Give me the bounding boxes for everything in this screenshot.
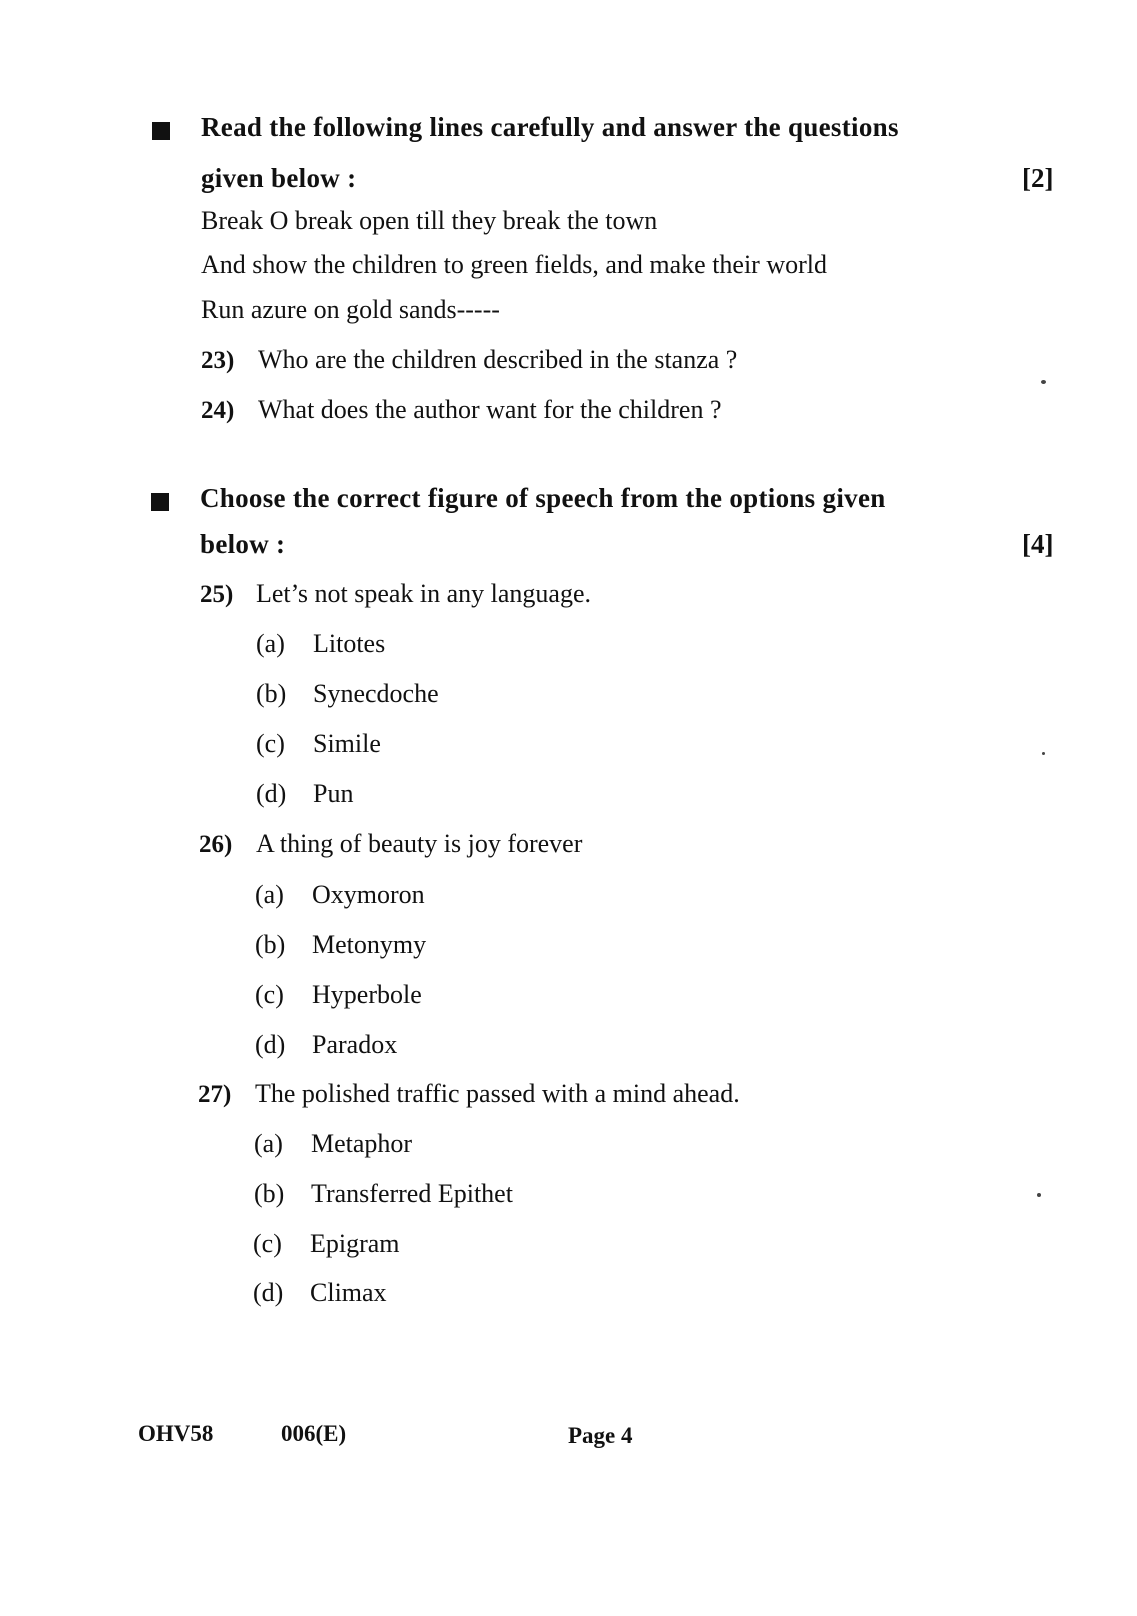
option-letter: (b) — [255, 930, 286, 959]
section1-instruction-line1: Read the following lines carefully and answer the questions — [201, 112, 899, 142]
option-text: Climax — [310, 1278, 387, 1307]
option-letter: (d) — [255, 1030, 286, 1059]
question-number: 24) — [201, 397, 235, 424]
question-number: 27) — [198, 1081, 232, 1108]
option-text: Pun — [313, 779, 354, 808]
option-text: Epigram — [310, 1229, 400, 1258]
option-letter: (a) — [255, 880, 284, 909]
option-letter: (c) — [256, 729, 285, 758]
option-text: Synecdoche — [313, 679, 439, 708]
section2-marks: [4] — [1022, 529, 1054, 559]
footer-page-number: Page 4 — [568, 1423, 633, 1448]
option-letter: (c) — [255, 980, 284, 1009]
option-text: Metonymy — [312, 930, 427, 959]
option-letter: (b) — [254, 1179, 285, 1208]
scan-speck — [1042, 752, 1045, 755]
option-text: Litotes — [313, 629, 386, 658]
option-text: Oxymoron — [312, 880, 425, 909]
stanza-line: Break O break open till they break the town — [201, 206, 658, 235]
stanza-line: Run azure on gold sands----- — [201, 295, 500, 324]
option-letter: (d) — [256, 779, 287, 808]
footer-paper: 006(E) — [281, 1421, 347, 1446]
question-number: 25) — [200, 581, 234, 608]
option-text: Simile — [313, 729, 381, 758]
footer-code: OHV58 — [138, 1421, 214, 1446]
stanza-line: And show the children to green fields, and make their world — [201, 250, 827, 279]
option-text: Transferred Epithet — [311, 1179, 513, 1208]
section-bullet-icon — [152, 122, 170, 140]
question-text: A thing of beauty is joy forever — [256, 829, 583, 858]
option-text: Hyperbole — [312, 980, 422, 1009]
question-number: 23) — [201, 347, 235, 374]
question-text: What does the author want for the children ? — [258, 395, 722, 424]
option-letter: (a) — [254, 1129, 283, 1158]
section2-instruction-line2: below : — [200, 529, 286, 559]
question-text: Let’s not speak in any language. — [256, 579, 592, 608]
section-bullet-icon — [151, 493, 169, 511]
option-text: Paradox — [312, 1030, 398, 1059]
option-letter: (c) — [253, 1229, 282, 1258]
section1-marks: [2] — [1022, 163, 1054, 193]
question-number: 26) — [199, 831, 233, 858]
scan-speck — [1037, 1193, 1041, 1197]
option-letter: (d) — [253, 1278, 284, 1307]
option-text: Metaphor — [311, 1129, 413, 1158]
section1-instruction-line2: given below : — [201, 163, 357, 193]
scan-speck — [1041, 380, 1046, 384]
section2-instruction-line1: Choose the correct figure of speech from the options given — [200, 483, 886, 513]
question-text: Who are the children described in the stanza ? — [258, 345, 738, 374]
option-letter: (a) — [256, 629, 285, 658]
option-letter: (b) — [256, 679, 287, 708]
question-text: The polished traffic passed with a mind ahead. — [255, 1079, 740, 1108]
